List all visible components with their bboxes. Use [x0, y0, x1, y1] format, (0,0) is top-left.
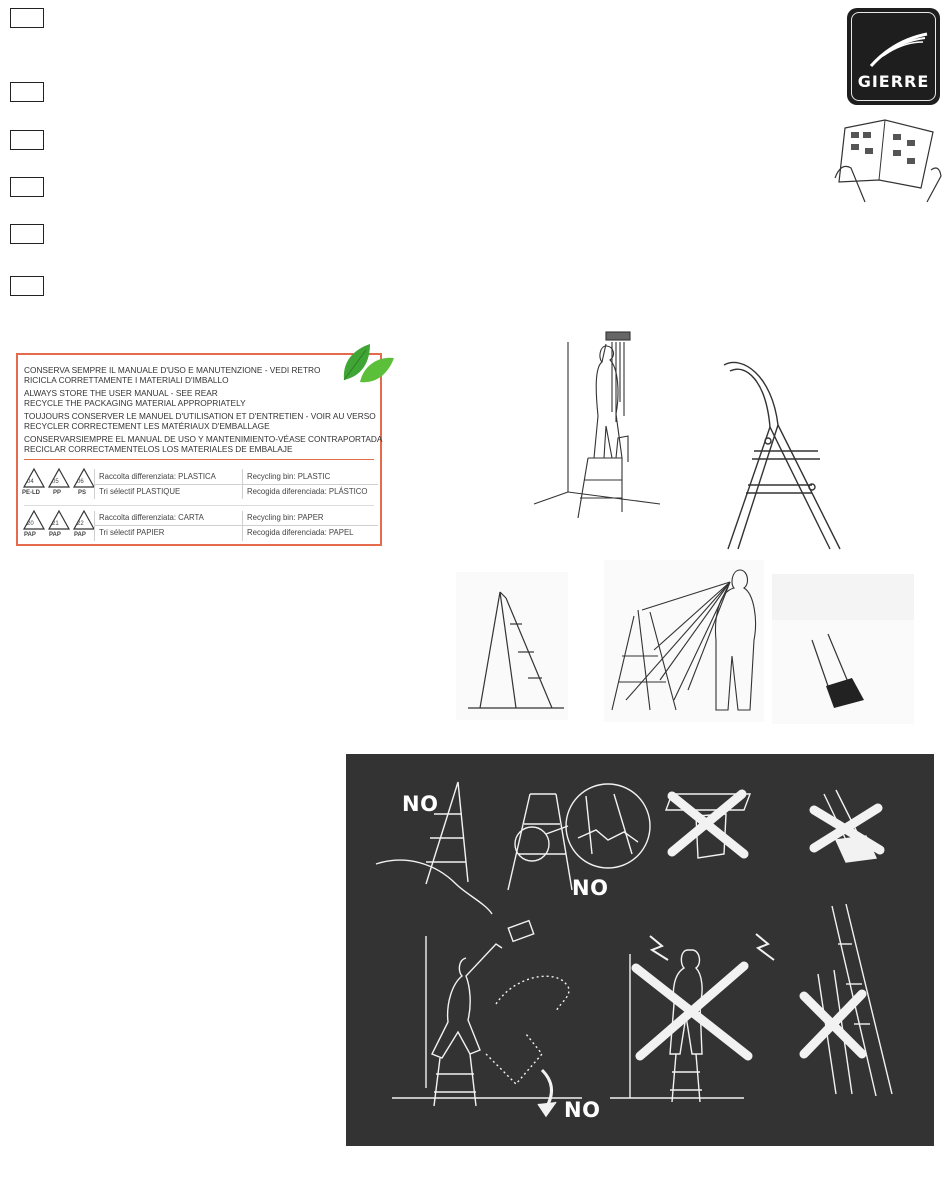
language-box-1 [10, 8, 44, 28]
divider [94, 484, 378, 485]
language-box-5 [10, 224, 44, 244]
separator [24, 505, 374, 506]
no-label: NO [564, 1098, 601, 1122]
bin-fr: Tri sélectif PLASTIQUE [99, 487, 181, 496]
bin-fr: Tri sélectif PAPIER [99, 528, 165, 537]
person-on-ladder-illustration [530, 332, 670, 522]
separator [24, 459, 374, 460]
recycle-code: 20 [27, 521, 34, 527]
recycling-card [16, 353, 382, 546]
no-label: NO [402, 792, 439, 816]
recycle-code: 04 [27, 479, 34, 485]
instruction-line: RECICLAR CORRECTAMENTELOS LOS MATERIALES DE EMBALAJE [24, 444, 293, 454]
bin-en: Recycling bin: PAPER [247, 513, 324, 522]
recycle-label: PE-LD [22, 490, 40, 496]
gierre-logo [847, 8, 940, 105]
ladder-open-photo [456, 572, 568, 720]
bin-en: Recycling bin: PLASTIC [247, 472, 331, 481]
instruction-line: TOUJOURS CONSERVER LE MANUEL D'UTILISATION ET D'ENTRETIEN - VOIR AU VERSO [24, 411, 376, 421]
language-box-4 [10, 177, 44, 197]
divider [242, 511, 243, 541]
recycle-code: 05 [52, 479, 59, 485]
instruction-line: CONSERVARSIEMPRE EL MANUAL DE USO Y MANTENIMIENTO-VÉASE CONTRAPORTADA [24, 434, 383, 444]
recycle-label: PP [53, 490, 62, 496]
leaf-icon [340, 340, 396, 384]
divider [94, 525, 378, 526]
recycle-label: PAP [49, 532, 61, 538]
ladder-inspection-photo [604, 560, 764, 722]
bin-it: Raccolta differenziata: PLASTICA [99, 472, 216, 481]
language-box-3 [10, 130, 44, 150]
bin-es: Recogida diferenciada: PLÁSTICO [247, 487, 368, 496]
recycle-label: PAP [24, 532, 36, 538]
warnings-illustrations [346, 754, 934, 1146]
instruction-line: CONSERVA SEMPRE IL MANUALE D'USO E MANUTENZIONE - VEDI RETRO [24, 365, 321, 375]
instruction-line: RECYCLER CORRECTEMENT LES MATÉRIAUX D'EMBALLAGE [24, 421, 270, 431]
recycle-code: 21 [52, 521, 59, 527]
divider [94, 511, 95, 541]
no-label: NO [572, 876, 609, 900]
bin-it: Raccolta differenziata: CARTA [99, 513, 204, 522]
ladder-foot-photo [772, 574, 914, 724]
language-box-2 [10, 82, 44, 102]
reading-manual-icon [835, 118, 943, 204]
recycle-code: 22 [77, 521, 84, 527]
bin-es: Recogida diferenciada: PAPEL [247, 528, 354, 537]
instruction-line: ALWAYS STORE THE USER MANUAL - SEE REAR [24, 388, 218, 398]
recycle-label: PAP [74, 532, 86, 538]
warnings-panel [346, 754, 934, 1146]
instruction-line: RICICLA CORRETTAMENTE I MATERIALI D'IMBALLO [24, 375, 229, 385]
language-box-6 [10, 276, 44, 296]
instruction-line: RECYCLE THE PACKAGING MATERIAL APPROPRIATELY [24, 398, 246, 408]
logo-text: GIERRE [857, 72, 930, 91]
ladder-closeup-illustration [712, 355, 852, 553]
recycle-code: 06 [77, 479, 84, 485]
recycle-label: PS [78, 490, 87, 496]
